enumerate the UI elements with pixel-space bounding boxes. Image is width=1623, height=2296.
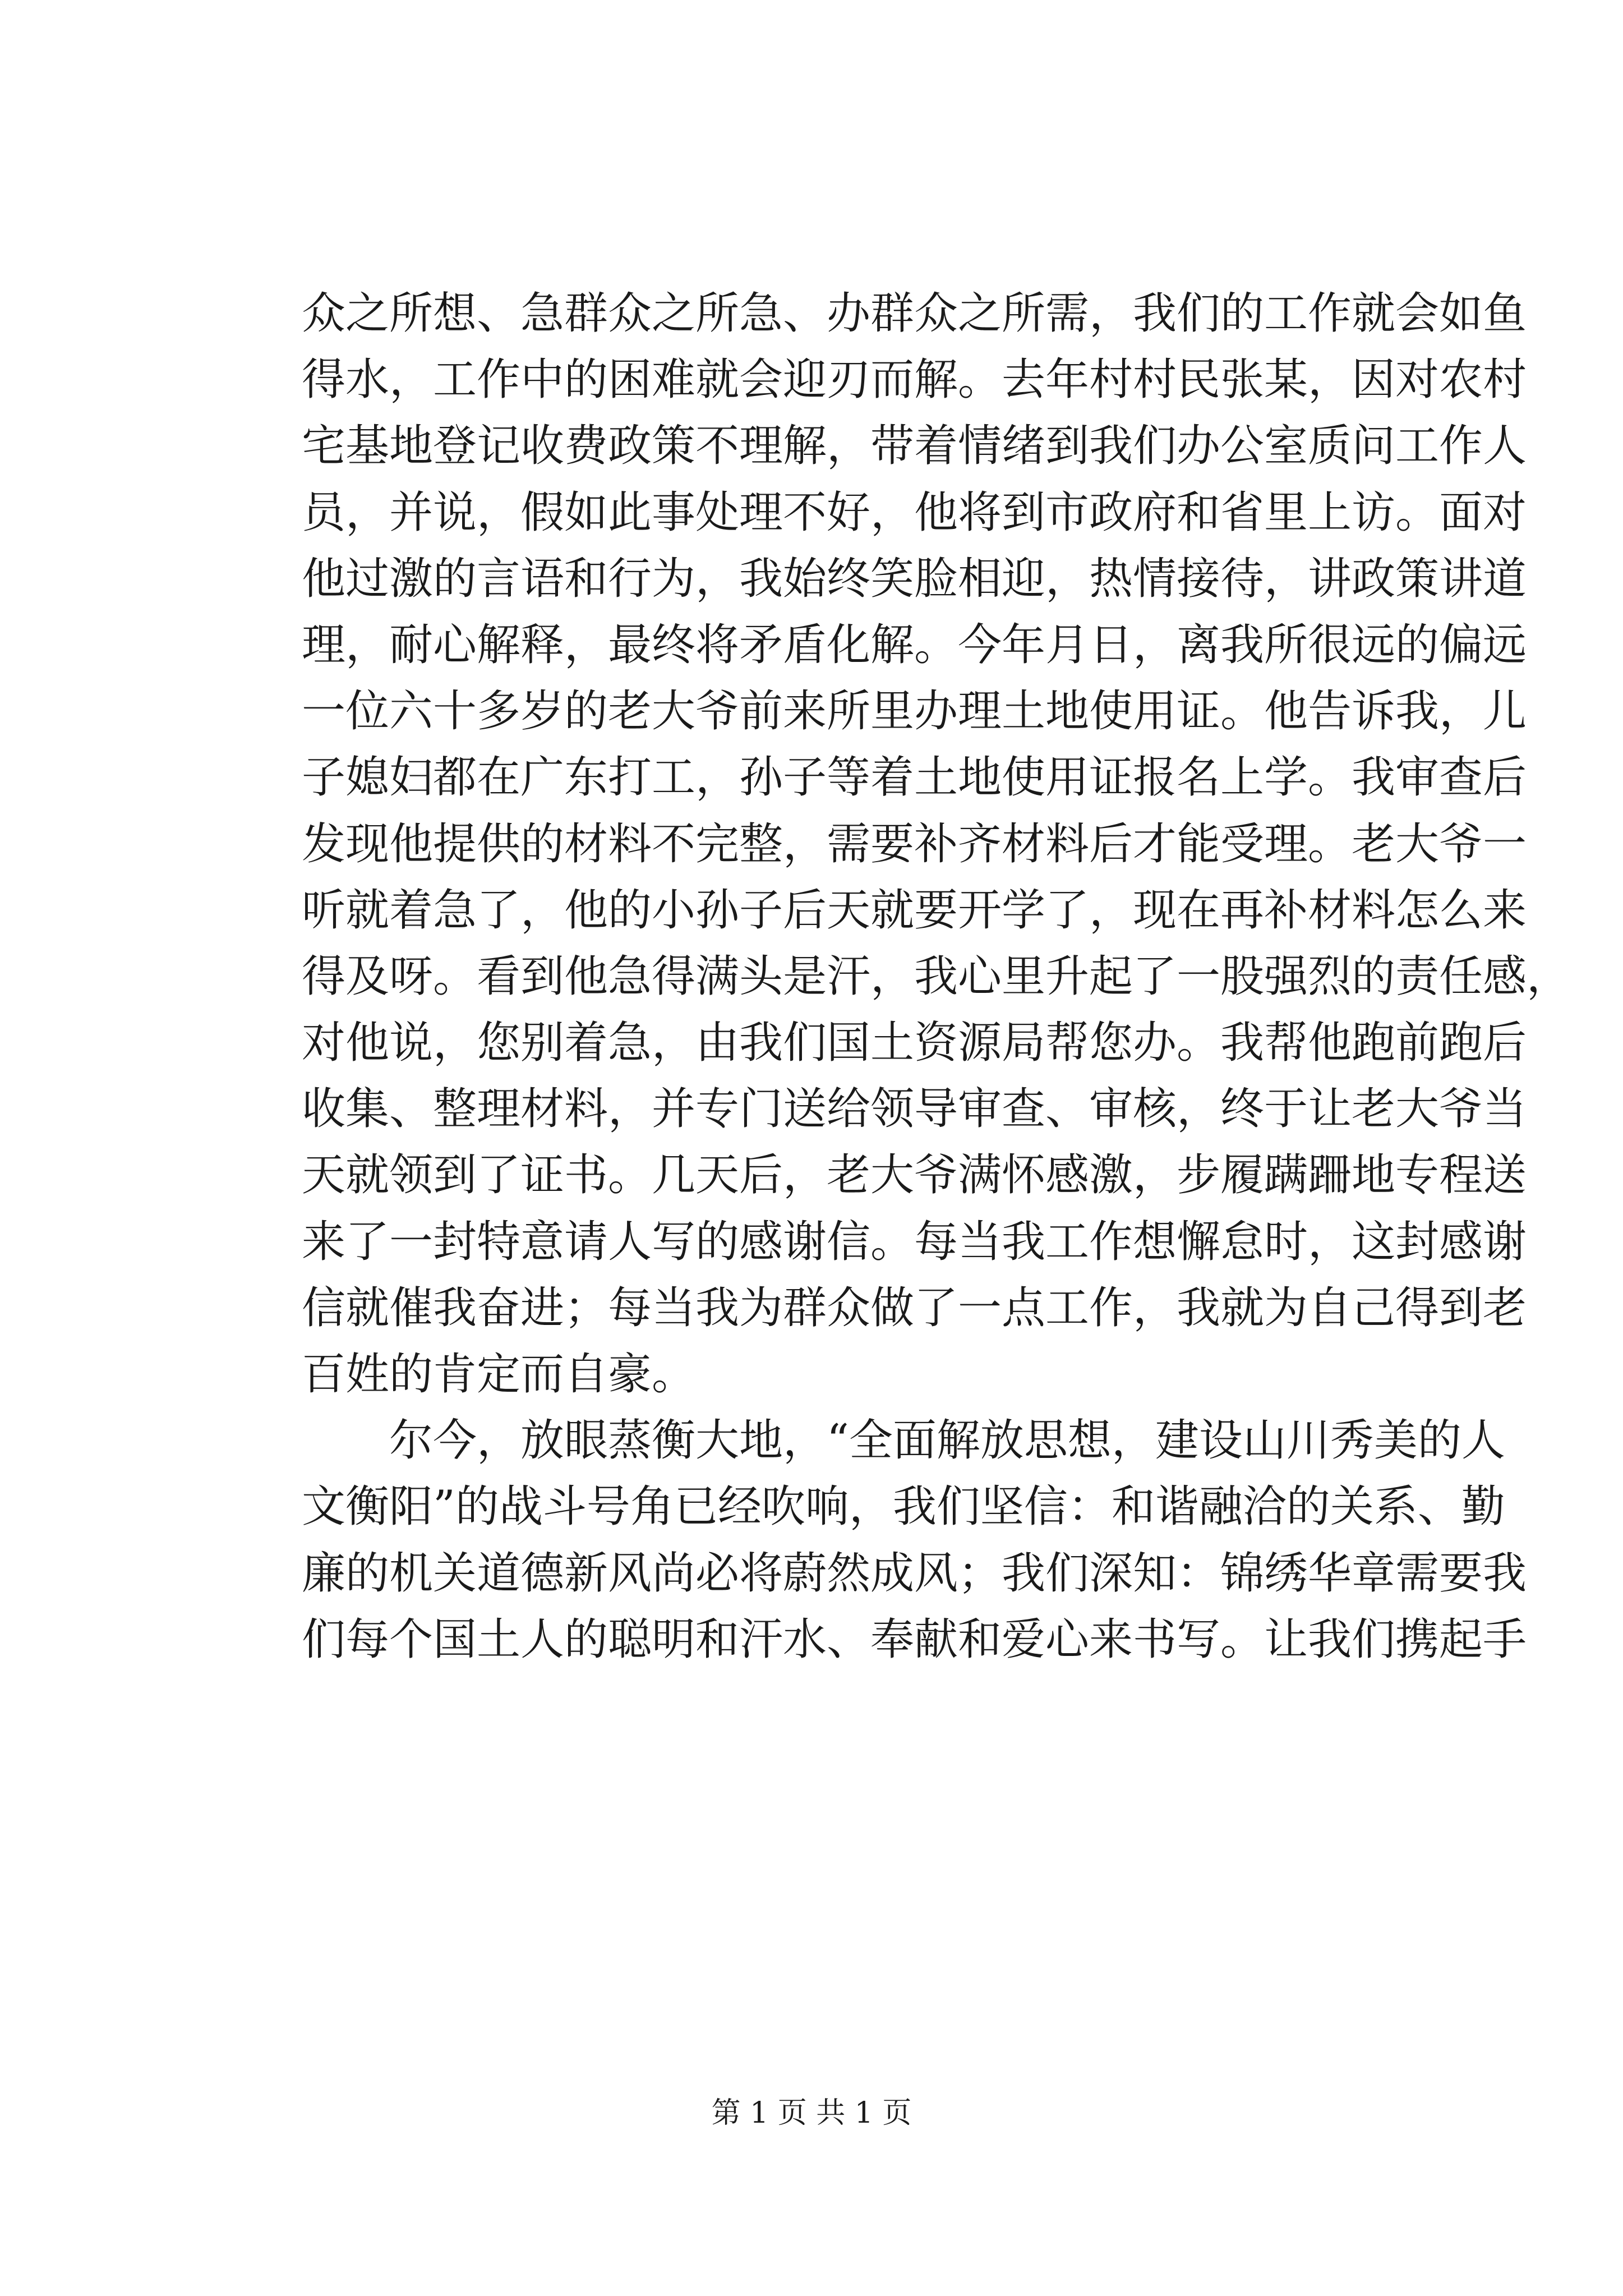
text-line: 发现他提供的材料不完整，需要补齐材料后才能受理。老大爷一	[302, 818, 1527, 869]
text-line: 文衡阳”的战斗号角已经吹响，我们坚信：和谐融洽的关系、勤	[302, 1481, 1505, 1533]
text-line: 众之所想、急群众之所急、办群众之所需，我们的工作就会如鱼	[302, 288, 1527, 339]
body-text	[302, 280, 1571, 1673]
text-line: 尔今，放眼蒸衡大地，“全面解放思想，建设山川秀美的人	[389, 1415, 1505, 1466]
text-line: 子媳妇都在广东打工，孙子等着土地使用证报名上学。我审查后	[302, 752, 1527, 803]
text-line: 信就催我奋进；每当我为群众做了一点工作，我就为自己得到老	[302, 1282, 1527, 1333]
page-number-label: 第 1 页 共 1 页	[711, 2096, 912, 2130]
text-line: 理，耐心解释，最终将矛盾化解。今年月日，离我所很远的偏远	[302, 619, 1527, 670]
page-footer	[0, 2095, 1623, 2131]
text-line: 们每个国土人的聪明和汗水、奉献和爱心来书写。让我们携起手	[302, 1614, 1527, 1665]
text-line: 百姓的肯定而自豪。	[302, 1349, 696, 1400]
text-line: 他过激的言语和行为，我始终笑脸相迎，热情接待，讲政策讲道	[302, 553, 1527, 604]
paragraph-1	[302, 280, 1571, 1407]
text-line: 宅基地登记收费政策不理解，带着情绪到我们办公室质问工作人	[302, 421, 1527, 472]
text-line: 员，并说，假如此事处理不好，他将到市政府和省里上访。面对	[302, 487, 1527, 538]
text-line: 听就着急了，他的小孙子后天就要开学了，现在再补材料怎么来	[302, 885, 1527, 936]
text-line: 天就领到了证书。几天后，老大爷满怀感激，步履蹒跚地专程送	[302, 1150, 1527, 1201]
paragraph-2	[302, 1407, 1527, 1673]
text-line: 得及呀。看到他急得满头是汗，我心里升起了一股强烈的责任感，	[302, 951, 1571, 1002]
text-line: 一位六十多岁的老大爷前来所里办理土地使用证。他告诉我，儿	[302, 686, 1527, 737]
text-line: 得水，工作中的困难就会迎刃而解。去年村村民张某，因对农村	[302, 355, 1527, 406]
text-line: 廉的机关道德新风尚必将蔚然成风；我们深知：锦绣华章需要我	[302, 1548, 1527, 1599]
text-line: 来了一封特意请人写的感谢信。每当我工作想懈怠时，这封感谢	[302, 1216, 1527, 1267]
text-line: 对他说，您别着急，由我们国土资源局帮您办。我帮他跑前跑后	[302, 1018, 1527, 1069]
text-line: 收集、整理材料，并专门送给领导审查、审核，终于让老大爷当	[302, 1084, 1527, 1135]
